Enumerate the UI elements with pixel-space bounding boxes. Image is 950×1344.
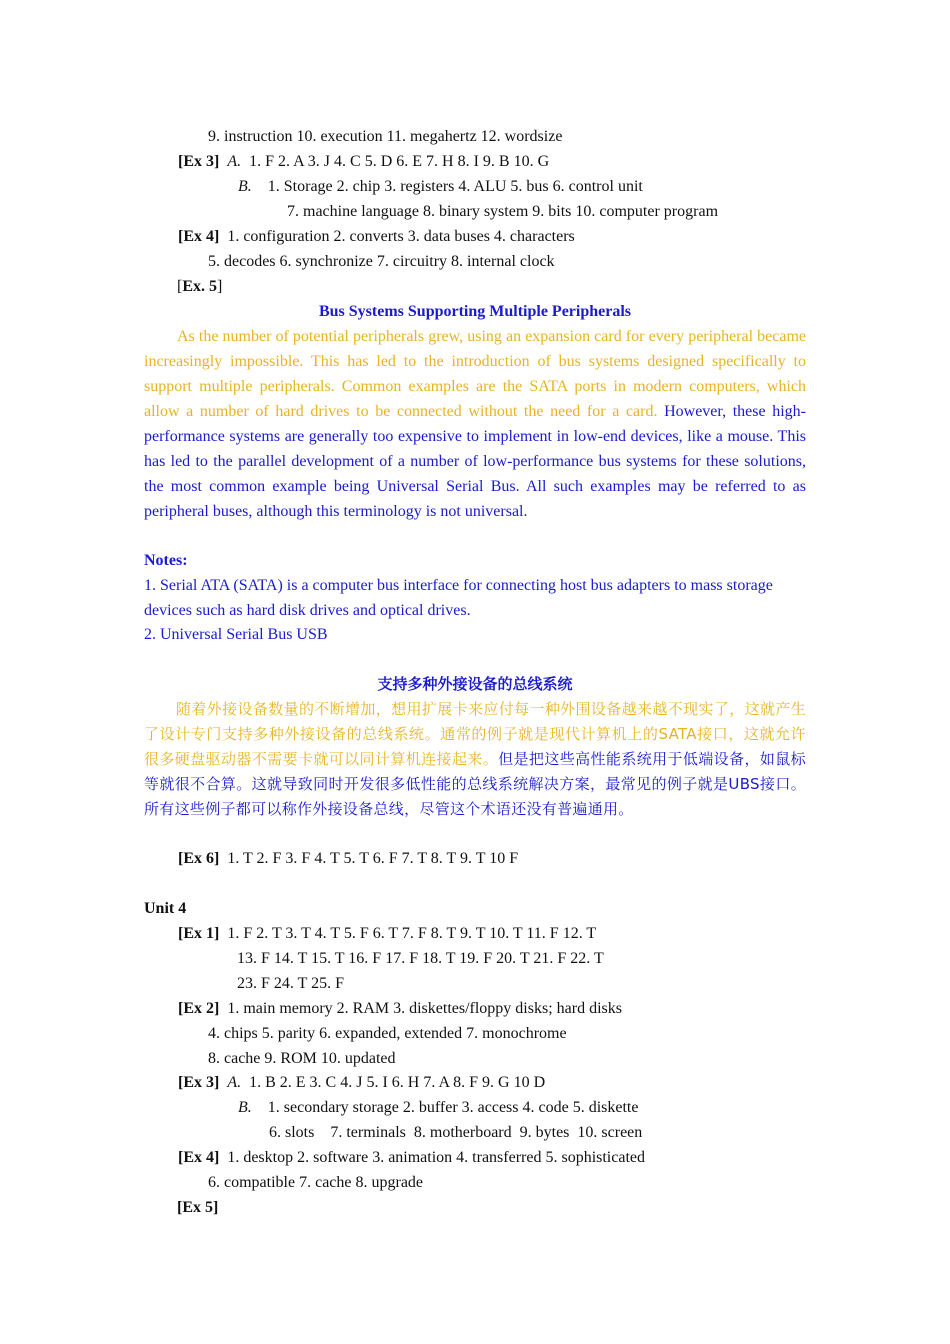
answers-text: 1. T 2. F 3. F 4. T 5. T 6. F 7. T 8. T 9. T 10 F bbox=[227, 850, 519, 867]
part-label: B. bbox=[238, 178, 252, 195]
answers-text: 1. B 2. E 3. C 4. J 5. I 6. H 7. A 8. F 9. G 10 D bbox=[249, 1074, 546, 1091]
u4-ex4-answers-cont: 6. compatible 7. cache 8. upgrade bbox=[208, 1174, 424, 1191]
u4-ex1-answers-cont1: 13. F 14. T 15. T 16. F 17. F 18. T 19. F 20. T 21. F 22. T bbox=[237, 950, 604, 967]
u4-ex3-answers-b bbox=[238, 1095, 638, 1120]
answers-text: 1. F 2. T 3. T 4. T 5. F 6. T 7. F 8. T 9. T 10. T 11. F 12. T bbox=[227, 925, 597, 942]
u4-ex1-answers-cont2: 23. F 24. T 25. F bbox=[237, 975, 344, 992]
zh-passage-body bbox=[144, 697, 806, 822]
note-1: 1. Serial ATA (SATA) is a computer bus interface for connecting host bus adapters to mass storage devices such as hard disk drives and optical drives. bbox=[144, 577, 773, 619]
answers-text: 1. configuration 2. converts 3. data buses 4. characters bbox=[227, 228, 575, 245]
part-label: A. bbox=[227, 153, 242, 170]
u4-ex3-answers-a bbox=[178, 1070, 545, 1095]
answers-text: 1. Storage 2. chip 3. registers 4. ALU 5. bus 6. control unit bbox=[267, 178, 643, 195]
u4-ex2-answers-cont2: 8. cache 9. ROM 10. updated bbox=[208, 1050, 396, 1067]
ex5-label bbox=[177, 274, 222, 299]
passage-highlight-gold: As the number of potential peripherals grew, using an expansion card for every peripheral became increasingly impossible. This has led to the introduction of bus systems designed specifically to support multiple peripherals. Common examples are the SATA ports in modern computers, which allow a number of hard drives to be connected without the need for a card. bbox=[144, 328, 806, 420]
exercise-tag: [Ex 3] bbox=[178, 1074, 220, 1091]
ex6-answers bbox=[178, 846, 518, 871]
note-2: 2. Universal Serial Bus USB bbox=[144, 626, 328, 643]
u4-ex2-answers bbox=[178, 996, 622, 1021]
answers-text: 1. main memory 2. RAM 3. diskettes/floppy disks; hard disks bbox=[227, 1000, 622, 1017]
bracket: [ bbox=[177, 278, 183, 295]
u4-ex4-answers bbox=[178, 1145, 645, 1170]
zh-highlight-gold: 随着外接设备数量的不断增加，想用扩展卡来应付每一种外围设备越来越不现实了，这就产生了设计专门支持多种外接设备的总线系统。通常的例子就是现代计算机上的SATA接口，这就允许很多硬盘驱动器不需要卡就可以同计算机连接起来。 bbox=[144, 700, 806, 768]
answers-text: 1. F 2. A 3. J 4. C 5. D 6. E 7. H 8. I 9. B 10. G bbox=[249, 153, 550, 170]
u4-ex5-label: [Ex 5] bbox=[177, 1199, 219, 1216]
notes-heading: Notes: bbox=[144, 552, 188, 569]
ex3-answers-a bbox=[178, 149, 549, 174]
ex4-answers bbox=[178, 224, 575, 249]
ex3-answers-b bbox=[238, 174, 643, 199]
exercise-tag: [Ex 2] bbox=[178, 1000, 220, 1017]
u4-ex1-answers bbox=[178, 921, 596, 946]
u4-ex3-answers-b-cont: 6. slots 7. terminals 8. motherboard 9. bytes 10. screen bbox=[269, 1124, 643, 1141]
answers-text: 1. desktop 2. software 3. animation 4. transferred 5. sophisticated bbox=[227, 1149, 645, 1166]
zh-passage-title: 支持多种外接设备的总线系统 bbox=[377, 675, 573, 693]
part-label: A. bbox=[227, 1074, 242, 1091]
exercise-tag: [Ex 4] bbox=[178, 228, 220, 245]
exercise-tag: Ex. 5 bbox=[182, 278, 217, 295]
exercise-tag: [Ex 4] bbox=[178, 1149, 220, 1166]
exercise-tag: [Ex 3] bbox=[178, 153, 220, 170]
u4-ex2-answers-cont1: 4. chips 5. parity 6. expanded, extended 7. monochrome bbox=[208, 1025, 567, 1042]
zh-highlight-blue: 但是把这些高性能系统用于低端设备，如鼠标等就很不合算。这就导致同时开发很多低性能的总线系统解决方案，最常见的例子就是UBS接口。所有这些例子都可以称作外接设备总线，尽管这个术语还没有普遍通用。 bbox=[144, 750, 806, 818]
exercise-tag: [Ex 1] bbox=[178, 925, 220, 942]
unit-heading: Unit 4 bbox=[144, 900, 187, 917]
passage-highlight-blue: However, these high-performance systems are generally too expensive to implement in low-end devices, like a mouse. This has led to the parallel development of a number of low-performance bus systems for these solutions, the most common example being Universal Serial Bus. All such examples may be referred to as peripheral buses, although this terminology is not universal. bbox=[144, 403, 806, 520]
bracket: ] bbox=[217, 278, 223, 295]
exercise-tag: [Ex 6] bbox=[178, 850, 220, 867]
ex3-answers-b-cont: 7. machine language 8. binary system 9. bits 10. computer program bbox=[287, 203, 719, 220]
ex2-answers-line: 9. instruction 10. execution 11. megahertz 12. wordsize bbox=[208, 128, 563, 145]
passage-body bbox=[144, 324, 806, 524]
ex4-answers-cont: 5. decodes 6. synchronize 7. circuitry 8. internal clock bbox=[208, 253, 555, 270]
answers-text: 1. secondary storage 2. buffer 3. access 4. code 5. diskette bbox=[267, 1099, 639, 1116]
passage-title: Bus Systems Supporting Multiple Peripherals bbox=[318, 303, 632, 320]
part-label: B. bbox=[238, 1099, 252, 1116]
